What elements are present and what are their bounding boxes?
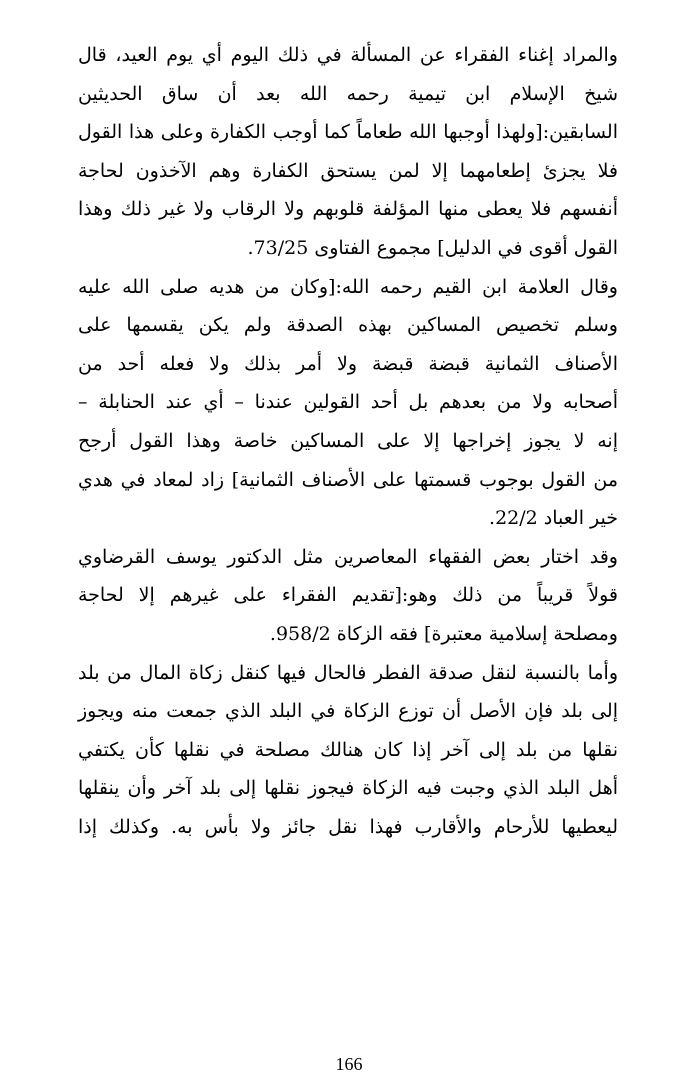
text-line: وقال العلامة ابن القيم رحمه الله:[وكان من هديه صلى الله عليه: [78, 275, 618, 298]
text-line: إلى بلد فإن الأصل أن توزع الزكاة في البلد الذي جمعت منه ويجوز: [78, 700, 618, 723]
text-line: من القول بوجوب قسمتها على الأصناف الثمانية] زاد لمعاد في هدي: [78, 468, 618, 491]
text-line: فلا يجزئ إطعامهما إلا لمن يستحق الكفارة وهم الآخذون لحاجة: [78, 159, 618, 182]
text-line: قولاً قريباً من ذلك وهو:[تقديم الفقراء على غيرهم إلا لحاجة: [78, 584, 618, 607]
text-line: أهل البلد الذي وجبت فيه الزكاة فيجوز نقلها إلى بلد آخر وأن ينقلها: [78, 777, 618, 800]
text-line: أنفسهم فلا يعطى منها المؤلفة قلوبهم ولا الرقاب ولا غير ذلك وهذا: [78, 198, 618, 221]
text-line: ليعطيها للأرحام والأقارب فهذا نقل جائز ولا بأس به. وكذلك إذا: [78, 815, 618, 838]
text-line: ومصلحة إسلامية معتبرة] فقه الزكاة 958/2.: [269, 622, 618, 645]
text-line: وأما بالنسبة لنقل صدقة الفطر فالحال فيها كنقل زكاة المال من بلد: [78, 661, 618, 684]
text-line: وقد اختار بعض الفقهاء المعاصرين مثل الدكتور يوسف القرضاوي: [78, 545, 618, 568]
text-line: الأصناف الثمانية قبضة قبضة ولا أمر بذلك ولا فعله أحد من: [78, 352, 618, 375]
body-text: [78, 36, 618, 846]
text-line: أصحابه ولا من بعدهم بل أحد القولين عندنا – أي عند الحنابلة –: [78, 391, 618, 414]
text-line: خير العباد 22/2.: [489, 507, 618, 530]
text-line: شيخ الإسلام ابن تيمية رحمه الله بعد أن ساق الحديثين: [78, 82, 618, 105]
text-line: القول أقوى في الدليل] مجموع الفتاوى 73/25.: [247, 236, 618, 259]
text-line: السابقين:[ولهذا أوجبها الله طعاماً كما أوجب الكفارة وعلى هذا القول: [78, 121, 618, 144]
page-number: 166: [335, 1054, 363, 1074]
text-line: نقلها من بلد إلى آخر إذا كان هنالك مصلحة في نقلها كأن يكتفي: [78, 738, 618, 761]
text-line: وسلم تخصيص المساكين بهذه الصدقة ولم يكن يقسمها على: [78, 314, 618, 337]
text-line: والمراد إغناء الفقراء عن المسألة في ذلك اليوم أي يوم العيد، قال: [78, 44, 618, 66]
text-line: إنه لا يجوز إخراجها إلا على المساكين خاصة وهذا القول أرجح: [78, 429, 618, 452]
